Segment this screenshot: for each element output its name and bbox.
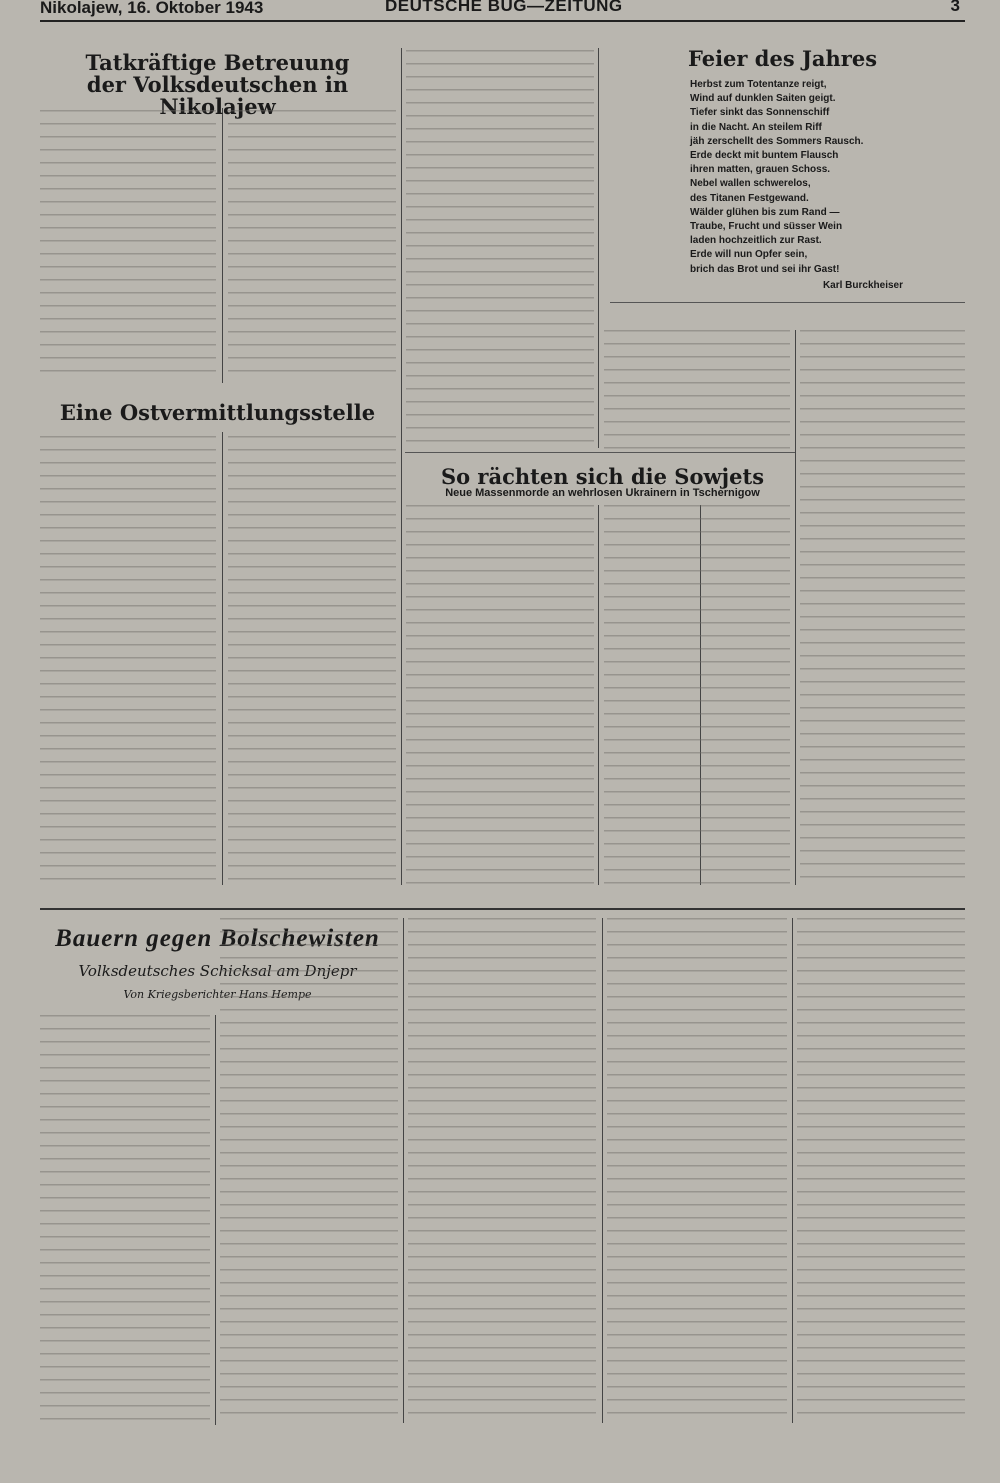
article-divider [405, 452, 795, 453]
article-text-column [408, 918, 596, 1423]
article-text-column [40, 436, 216, 884]
issue-date: Nikolajew, 16. Oktober 1943 [40, 0, 264, 17]
poem-line: laden hochzeitlich zur Rast. [690, 235, 822, 247]
article-text-column [228, 436, 396, 884]
headline-line: Tatkräftige Betreuung [85, 50, 350, 75]
article-text-column [40, 110, 216, 382]
article-text-column [797, 918, 965, 1423]
article-text-column [406, 50, 594, 448]
article-text-column [604, 330, 790, 450]
poem-line: Nebel wallen schwerelos, [690, 178, 811, 190]
headline-betreuung [40, 52, 395, 118]
column-divider [598, 505, 599, 885]
column-divider [401, 48, 402, 885]
poem-line: ihren matten, grauen Schoss. [690, 164, 831, 176]
poem-line: Herbst zum Totentanze reigt, [690, 79, 827, 90]
poem-line: Erde will nun Opfer sein, [690, 249, 808, 261]
column-divider [792, 918, 793, 1423]
poem-line: Traube, Frucht und süsser Wein [690, 221, 843, 233]
column-divider [222, 108, 223, 383]
newspaper-name: DEUTSCHE BUG—ZEITUNG [385, 0, 623, 15]
article-text-column [40, 1015, 210, 1423]
headline-line: der Volksdeutschen in Nikolajew [86, 72, 349, 119]
column-divider [795, 330, 796, 885]
poem-line: jäh zerschellt des Sommers Rausch. [690, 135, 864, 147]
poem [690, 78, 910, 277]
article-text-column [220, 918, 398, 1423]
poem-line: in die Nacht. An steilem Riff [690, 121, 822, 133]
article-text-column [604, 505, 790, 885]
page-number: 3 [950, 0, 960, 15]
headline-feier: Feier des Jahres [687, 46, 878, 71]
poem-divider [610, 302, 965, 303]
article-text-column [607, 918, 787, 1423]
subheadline-bauern: Volksdeutsches Schicksal am Dnjepr [78, 962, 357, 980]
poem-line: des Titanen Festgewand. [690, 192, 809, 204]
poem-line: Erde deckt mit buntem Flausch [690, 150, 839, 162]
headline-sowjets: So rächten sich die Sowjets [440, 464, 765, 489]
masthead [40, 0, 965, 22]
subheadline-sowjets: Neue Massenmorde an wehrlosen Ukrainern in Tschernigow [445, 487, 760, 499]
poem-line: Tiefer sinkt das Sonnenschiff [690, 107, 830, 119]
column-divider [222, 432, 223, 885]
column-divider [403, 918, 404, 1423]
byline-bauern: Von Kriegsberichter Hans Hempe [123, 988, 312, 1001]
headline-ostvermittlung: Eine Ostvermittlungsstelle [59, 400, 376, 425]
column-divider [602, 918, 603, 1423]
headline-bauern: Bauern gegen Bolschewisten [55, 925, 380, 952]
poem-line: Wind auf dunklen Saiten geigt. [690, 93, 836, 105]
poem-author: Karl Burckheiser [822, 280, 903, 291]
article-text-column [406, 505, 594, 885]
section-divider [40, 908, 965, 910]
article-text-column [228, 110, 396, 382]
article-text-column [800, 330, 965, 885]
poem-line: brich das Brot und sei ihr Gast! [690, 263, 840, 275]
column-divider [598, 48, 599, 448]
poem-line: Wälder glühen bis zum Rand — [690, 206, 840, 218]
column-divider [215, 1015, 216, 1425]
